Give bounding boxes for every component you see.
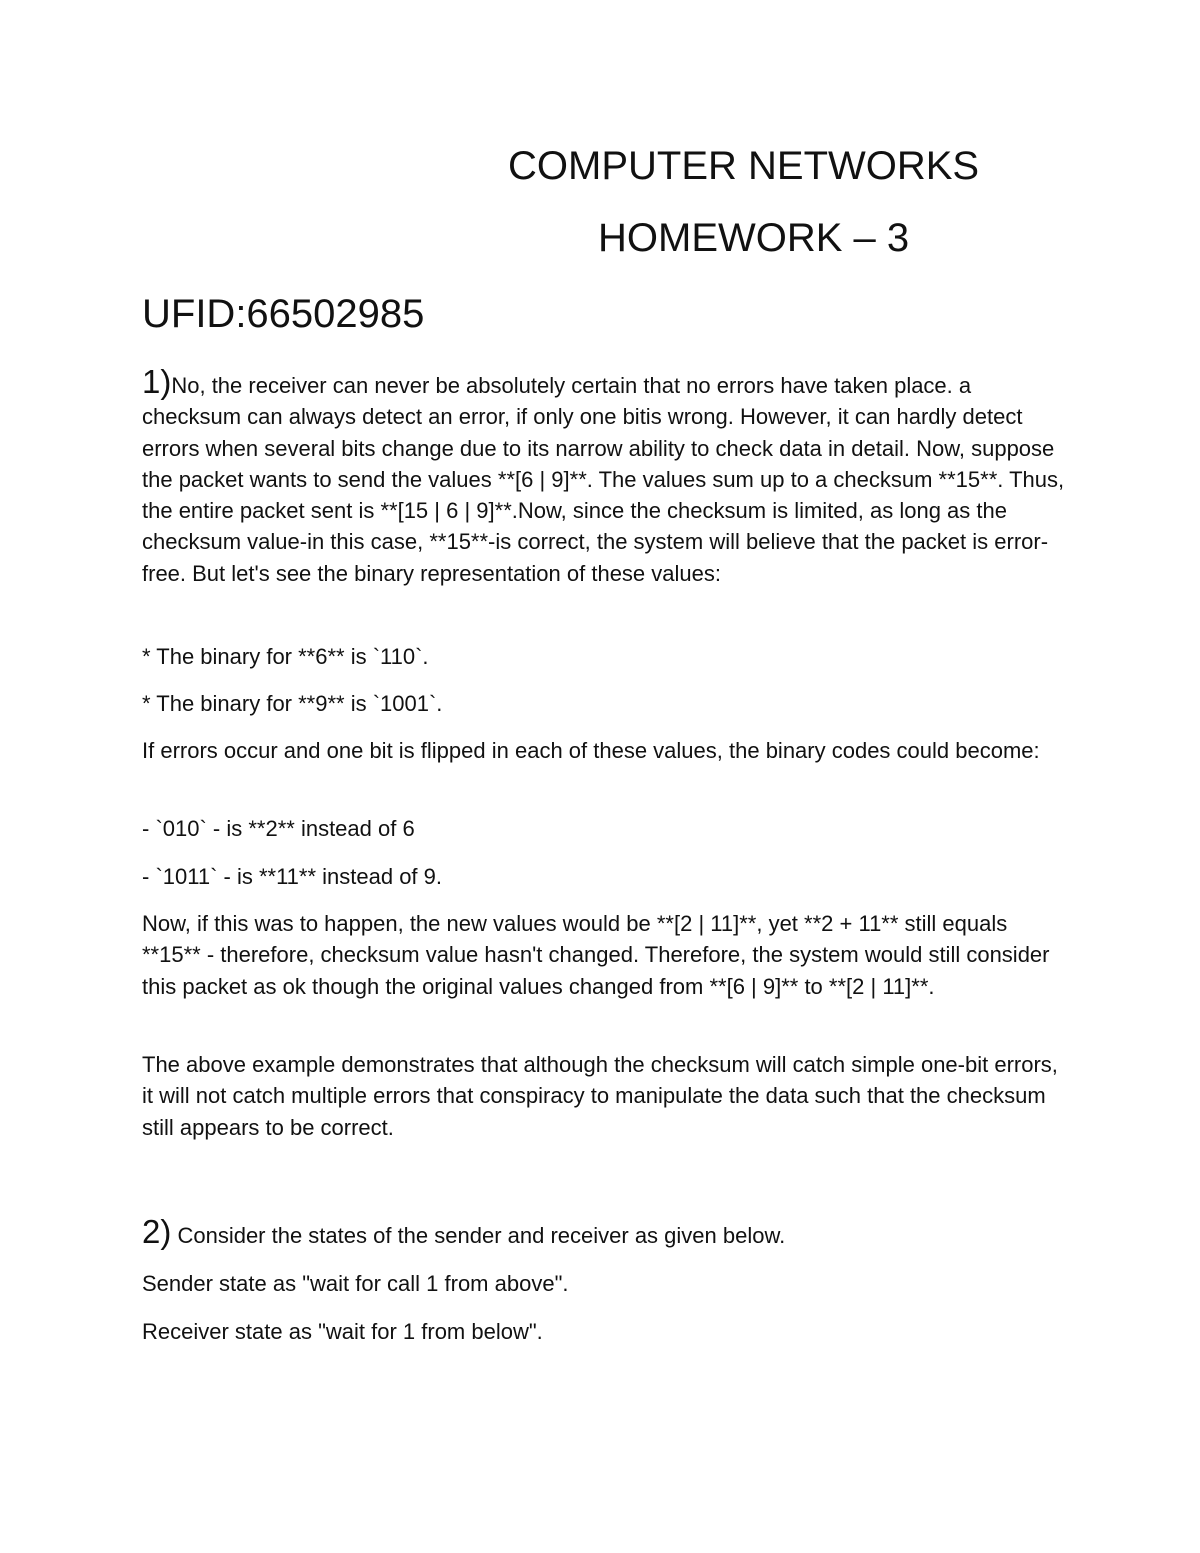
receiver-state: Receiver state as "wait for 1 from below". [142,1319,543,1344]
question-2-number: 2) [142,1213,172,1250]
ufid-label: UFID:66502985 [142,292,425,336]
question-2-intro [142,1213,1072,1251]
question-1-para3: Now, if this was to happen, the new values would be **[2 | 11]**, yet **2 + 11** still equals **15** - therefore, checksum value hasn't changed. Therefore, the system would still consider this packet as ok though the original values changed from **[6 | 9]** to **[2 | 11]**. [142,911,1050,999]
question-1-para4: The above example demonstrates that although the checksum will catch simple one-bit errors, it will not catch multiple errors that conspiracy to manipulate the data such that the checksum still appears to be correct. [142,1052,1058,1140]
bullet-binary-6: * The binary for **6** is `110`. [142,644,429,669]
dash-item-010: - `010` - is **2** instead of 6 [142,816,415,841]
dash-item-1011: - `1011` - is **11** instead of 9. [142,864,443,889]
document-title: COMPUTER NETWORKS [508,144,980,188]
document-subtitle: HOMEWORK – 3 [598,216,910,260]
bullet-binary-9: * The binary for **9** is `1001`. [142,691,443,716]
question-1-para2: If errors occur and one bit is flipped in each of these values, the binary codes could become: [142,738,1040,763]
question-1-text: No, the receiver can never be absolutely certain that no errors have taken place. a checksum can always detect an error, if only one bitis wrong. However, it can hardly detect errors when several bits change due to its narrow ability to check data in detail. Now, suppose the packet wants to send the values **[6 | 9]**. The values sum up to a checksum **15**. Thus, the entire packet sent is **[15 | 6 | 9]**.Now, since the checksum is limited, as long as the checksum value-in this case, **15**-is correct, the system will believe that the packet is error-free. But let's see the binary representation of these values: [142,373,1065,586]
sender-state: Sender state as "wait for call 1 from above". [142,1271,569,1296]
question-2-text: Consider the states of the sender and receiver as given below. [171,1223,786,1248]
question-1-number: 1) [142,363,172,400]
question-1-para1 [142,363,1072,589]
